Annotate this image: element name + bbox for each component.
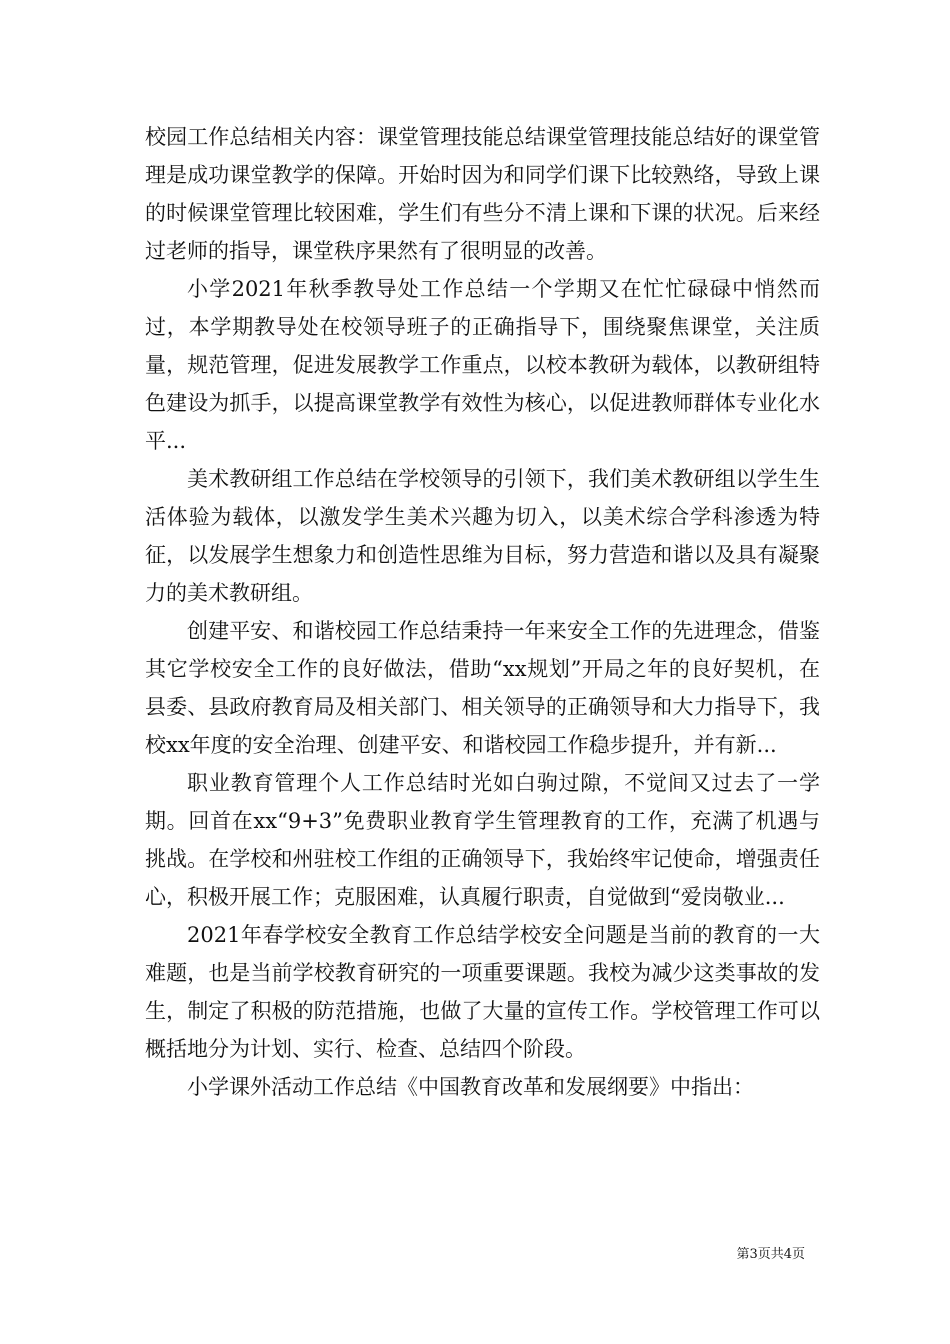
document-body <box>145 118 820 1106</box>
page-number: 第3页共4页 <box>736 1247 805 1262</box>
paragraph-4: 创建平安、和谐校园工作总结秉持一年来安全工作的先进理念，借鉴其它学校安全工作的良好做法，借助“xx规划”开局之年的良好契机，在县委、县政府教育局及相关部门、相关领导的正确领导和大力指导下，我校xx年度的安全治理、创建平安、和谐校园工作稳步提升，并有新... <box>145 619 820 757</box>
paragraph-6: 2021年春学校安全教育工作总结学校安全问题是当前的教育的一大难题，也是当前学校教育研究的一项重要课题。我校为减少这类事故的发生，制定了积极的防范措施，也做了大量的宣传工作。学校管理工作可以概括地分为计划、实行、检查、总结四个阶段。 <box>145 923 820 1061</box>
paragraph-1: 校园工作总结相关内容：课堂管理技能总结课堂管理技能总结好的课堂管理是成功课堂教学的保障。开始时因为和同学们课下比较熟络，导致上课的时候课堂管理比较困难，学生们有些分不清上课和下课的状况。后来经过老师的指导，课堂秩序果然有了很明显的改善。 <box>145 125 820 263</box>
paragraph-7: 小学课外活动工作总结《中国教育改革和发展纲要》中指出： <box>187 1075 754 1099</box>
paragraph-2: 小学2021年秋季教导处工作总结一个学期又在忙忙碌碌中悄然而过，本学期教导处在校领导班子的正确指导下，围绕聚焦课堂，关注质量，规范管理，促进发展教学工作重点，以校本教研为载体，以教研组特色建设为抓手，以提高课堂教学有效性为核心，以促进教师群体专业化水平... <box>145 277 820 453</box>
paragraph-5: 职业教育管理个人工作总结时光如白驹过隙，不觉间又过去了一学期。回首在xx“9+3”免费职业教育学生管理教育的工作，充满了机遇与挑战。在学校和州驻校工作组的正确领导下，我始终牢记使命，增强责任心，积极开展工作；克服困难，认真履行职责，自觉做到“爱岗敬业... <box>145 771 820 909</box>
paragraph-3: 美术教研组工作总结在学校领导的引领下，我们美术教研组以学生生活体验为载体，以激发学生美术兴趣为切入，以美术综合学科渗透为特征，以发展学生想象力和创造性思维为目标，努力营造和谐以及具有凝聚力的美术教研组。 <box>145 467 820 605</box>
